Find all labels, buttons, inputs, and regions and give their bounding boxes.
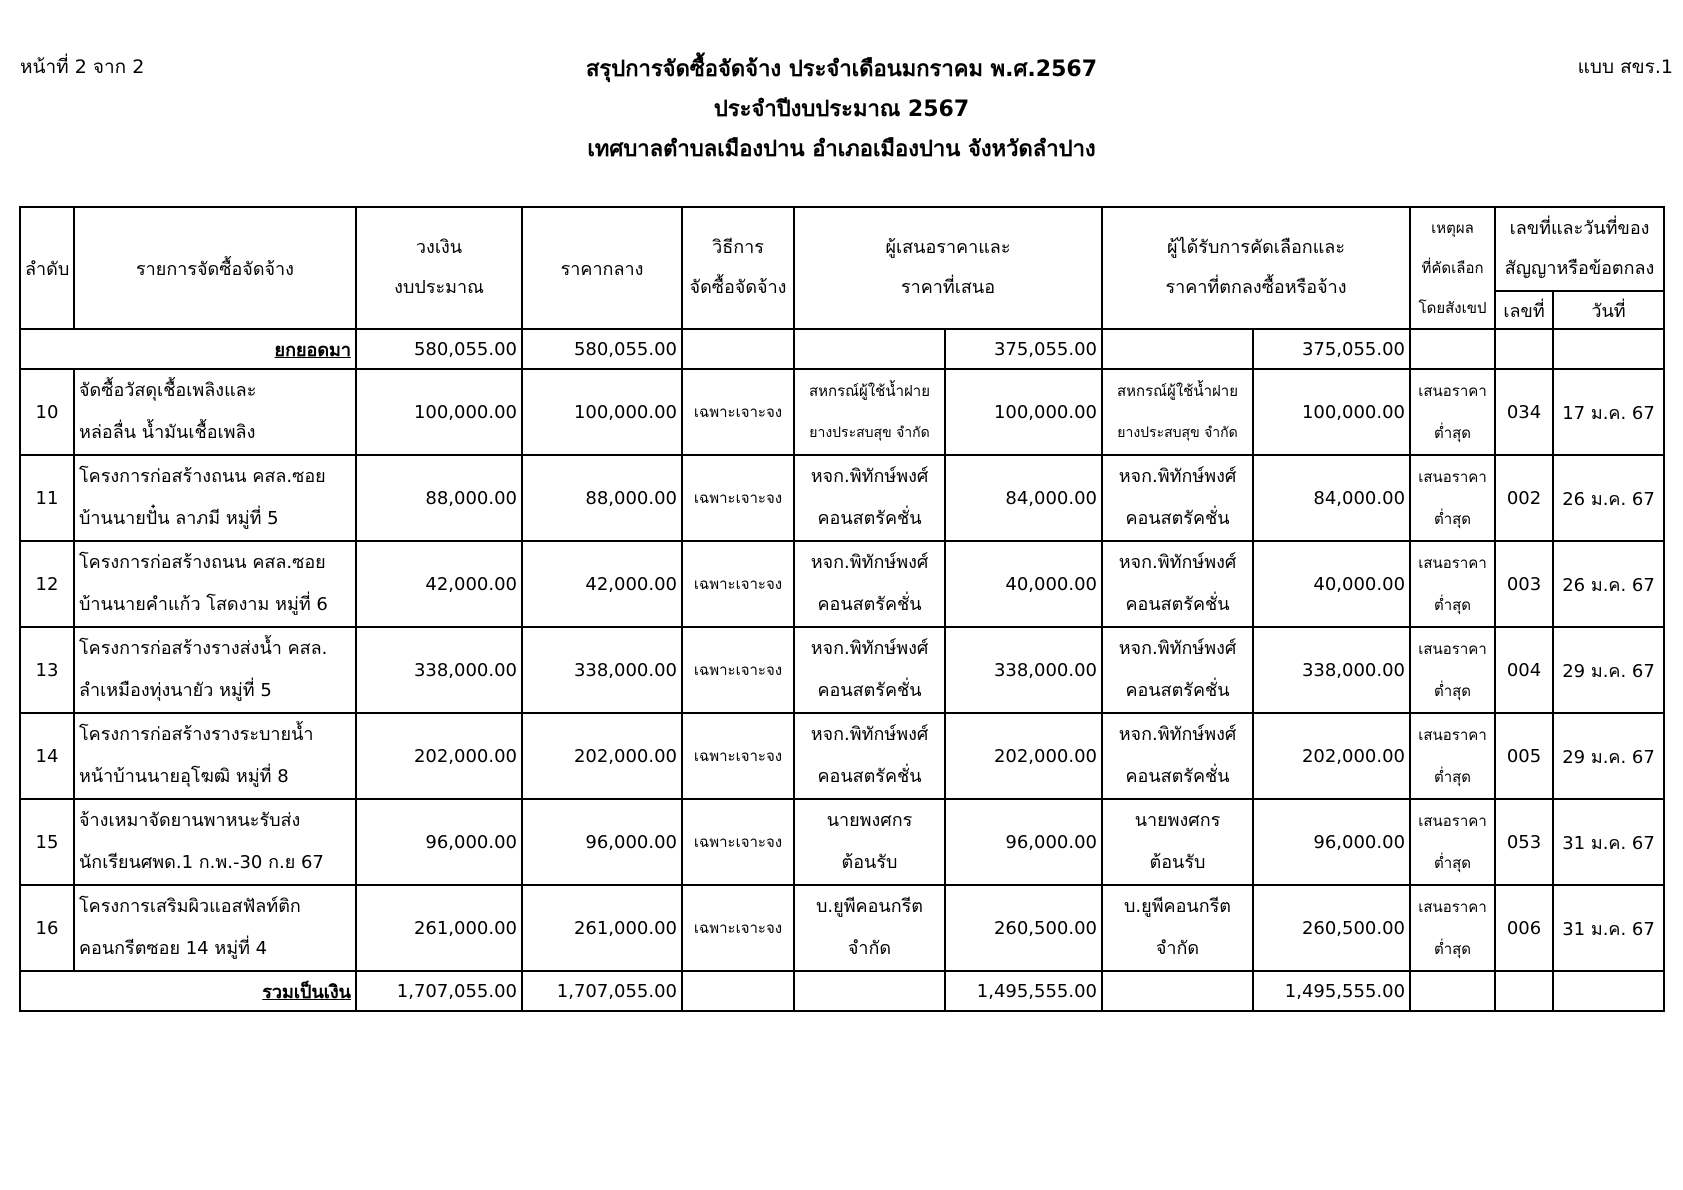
header-budget: [356, 207, 522, 329]
row-item: [74, 713, 356, 799]
header-reason-line2: ที่คัดเลือก: [1421, 259, 1484, 277]
table-row: [20, 713, 1664, 799]
row-reason: [1410, 885, 1495, 971]
total-label: รวมเป็นเงิน: [262, 981, 351, 1003]
row-winner-line1: หจก.พิทักษ์พงศ์: [1118, 724, 1237, 745]
carried-forward-reason: [1410, 329, 1495, 369]
row-method: เฉพาะเจาะจง: [682, 713, 794, 799]
row-median: 96,000.00: [522, 799, 682, 885]
row-winner-line2: ยางประสบสุข จำกัด: [1117, 425, 1238, 441]
row-no: 16: [20, 885, 74, 971]
row-bidder-line1: หจก.พิทักษ์พงศ์: [810, 638, 929, 659]
header-method-line2: จัดซื้อจัดจ้าง: [689, 277, 787, 298]
row-contract-no: 053: [1495, 799, 1553, 885]
row-winner: [1102, 885, 1253, 971]
row-budget: 96,000.00: [356, 799, 522, 885]
row-contract-date: 29 ม.ค. 67: [1553, 713, 1664, 799]
row-item: [74, 799, 356, 885]
row-no: 11: [20, 455, 74, 541]
row-bidder: [794, 627, 945, 713]
row-bidder: [794, 885, 945, 971]
table-row: [20, 369, 1664, 455]
row-winner-line1: หจก.พิทักษ์พงศ์: [1118, 552, 1237, 573]
row-median: 88,000.00: [522, 455, 682, 541]
row-budget: 88,000.00: [356, 455, 522, 541]
header-contract: [1495, 207, 1664, 291]
header-median: ราคากลาง: [522, 207, 682, 329]
total-method: [682, 971, 794, 1011]
row-no: 10: [20, 369, 74, 455]
header-winner: [1102, 207, 1410, 329]
row-budget: 100,000.00: [356, 369, 522, 455]
row-reason-line2: ต่ำสุด: [1433, 424, 1472, 442]
header-reason: [1410, 207, 1495, 329]
row-bidder-line1: หจก.พิทักษ์พงศ์: [810, 724, 929, 745]
row-contract-date: 26 ม.ค. 67: [1553, 455, 1664, 541]
row-winner-line1: สหกรณ์ผู้ใช้น้ำฝาย: [1116, 382, 1239, 400]
row-contract-date: 31 ม.ค. 67: [1553, 799, 1664, 885]
header-row: [20, 207, 1664, 291]
page-number: หน้าที่ 2 จาก 2: [20, 56, 145, 78]
total-winner: [1102, 971, 1253, 1011]
total-bidder: [794, 971, 945, 1011]
row-winner-line1: บ.ยูพีคอนกรีต: [1124, 896, 1231, 917]
row-win-price: 100,000.00: [1253, 369, 1410, 455]
row-contract-date: 31 ม.ค. 67: [1553, 885, 1664, 971]
row-method: เฉพาะเจาะจง: [682, 885, 794, 971]
row-item: [74, 455, 356, 541]
row-reason: [1410, 541, 1495, 627]
row-item: [74, 369, 356, 455]
row-bidder-line2: จำกัด: [847, 938, 892, 959]
row-bid-price: 202,000.00: [945, 713, 1102, 799]
row-reason-line2: ต่ำสุด: [1433, 596, 1472, 614]
row-item-line1: โครงการก่อสร้างถนน คสล.ซอย: [79, 466, 326, 487]
row-method: เฉพาะเจาะจง: [682, 455, 794, 541]
row-win-price: 96,000.00: [1253, 799, 1410, 885]
header-no: ลำดับ: [20, 207, 74, 329]
row-bid-price: 260,500.00: [945, 885, 1102, 971]
row-winner: [1102, 799, 1253, 885]
row-bidder: [794, 369, 945, 455]
row-bid-price: 338,000.00: [945, 627, 1102, 713]
carried-forward-budget: 580,055.00: [356, 329, 522, 369]
row-item-line1: จัดซื้อวัสดุเชื้อเพลิงและ: [79, 380, 257, 401]
row-no: 14: [20, 713, 74, 799]
row-median: 100,000.00: [522, 369, 682, 455]
row-reason: [1410, 369, 1495, 455]
row-reason-line1: เสนอราคา: [1418, 554, 1487, 572]
row-item-line1: โครงการก่อสร้างรางส่งน้ำ คสล.: [79, 638, 328, 659]
row-bid-price: 96,000.00: [945, 799, 1102, 885]
row-bidder-line2: คอนสตรัคชั่น: [817, 766, 922, 787]
row-winner-line2: ต้อนรับ: [1149, 852, 1206, 873]
row-bidder-line2: คอนสตรัคชั่น: [817, 680, 922, 701]
row-bidder-line1: หจก.พิทักษ์พงศ์: [810, 466, 929, 487]
row-no: 13: [20, 627, 74, 713]
row-winner-line1: หจก.พิทักษ์พงศ์: [1118, 638, 1237, 659]
header-bidder-line2: ราคาที่เสนอ: [900, 277, 996, 298]
row-reason: [1410, 455, 1495, 541]
carried-forward-contract-no: [1495, 329, 1553, 369]
row-contract-no: 003: [1495, 541, 1553, 627]
total-median: 1,707,055.00: [522, 971, 682, 1011]
row-win-price: 260,500.00: [1253, 885, 1410, 971]
row-winner: [1102, 713, 1253, 799]
row-median: 202,000.00: [522, 713, 682, 799]
row-bid-price: 40,000.00: [945, 541, 1102, 627]
row-item-line2: บ้านนายปั๋น ลาภมี หมู่ที่ 5: [79, 508, 279, 529]
row-contract-date: 26 ม.ค. 67: [1553, 541, 1664, 627]
procurement-table: [19, 206, 1665, 1012]
row-reason-line2: ต่ำสุด: [1433, 940, 1472, 958]
carried-forward-bidder: [794, 329, 945, 369]
carried-forward-median: 580,055.00: [522, 329, 682, 369]
row-reason: [1410, 627, 1495, 713]
row-no: 15: [20, 799, 74, 885]
row-winner-line2: คอนสตรัคชั่น: [1125, 594, 1230, 615]
row-bidder: [794, 799, 945, 885]
table-row: [20, 627, 1664, 713]
row-bidder: [794, 713, 945, 799]
carried-forward-contract-date: [1553, 329, 1664, 369]
row-reason-line2: ต่ำสุด: [1433, 510, 1472, 528]
row-win-price: 40,000.00: [1253, 541, 1410, 627]
row-median: 261,000.00: [522, 885, 682, 971]
header-budget-line1: วงเงิน: [415, 237, 463, 258]
header-method: [682, 207, 794, 329]
row-item-line2: คอนกรีตซอย 14 หมู่ที่ 4: [79, 938, 268, 959]
row-method: เฉพาะเจาะจง: [682, 541, 794, 627]
carried-forward-label: ยกยอดมา: [274, 339, 351, 361]
row-win-price: 338,000.00: [1253, 627, 1410, 713]
header-budget-line2: งบประมาณ: [394, 277, 484, 298]
row-winner-line2: คอนสตรัคชั่น: [1125, 766, 1230, 787]
row-bidder: [794, 541, 945, 627]
row-bidder-line2: ยางประสบสุข จำกัด: [809, 425, 930, 441]
row-item-line2: ลำเหมืองทุ่งนายัว หมู่ที่ 5: [79, 680, 272, 701]
document-title: [0, 50, 1683, 170]
row-bidder-line1: นายพงศกร: [826, 810, 913, 831]
row-budget: 261,000.00: [356, 885, 522, 971]
row-reason-line1: เสนอราคา: [1418, 726, 1487, 744]
row-item: [74, 627, 356, 713]
row-reason-line2: ต่ำสุด: [1433, 682, 1472, 700]
row-budget: 42,000.00: [356, 541, 522, 627]
carried-forward-bid-price: 375,055.00: [945, 329, 1102, 369]
row-winner: [1102, 541, 1253, 627]
row-bid-price: 100,000.00: [945, 369, 1102, 455]
title-line-2: ประจำปีงบประมาณ 2567: [713, 97, 970, 122]
header-contract-date: วันที่: [1553, 291, 1664, 329]
row-method: เฉพาะเจาะจง: [682, 369, 794, 455]
row-reason-line2: ต่ำสุด: [1433, 768, 1472, 786]
header-item: รายการจัดซื้อจัดจ้าง: [74, 207, 356, 329]
header-reason-line3: โดยสังเขป: [1418, 299, 1487, 317]
row-budget: 202,000.00: [356, 713, 522, 799]
row-bidder-line1: บ.ยูพีคอนกรีต: [816, 896, 923, 917]
row-winner-line2: คอนสตรัคชั่น: [1125, 508, 1230, 529]
header-contract-line1: เลขที่และวันที่ของ: [1509, 218, 1650, 239]
table-row: [20, 455, 1664, 541]
row-contract-no: 005: [1495, 713, 1553, 799]
form-code: แบบ สขร.1: [1577, 56, 1673, 78]
row-bidder-line2: คอนสตรัคชั่น: [817, 594, 922, 615]
row-contract-no: 006: [1495, 885, 1553, 971]
row-winner-line1: นายพงศกร: [1134, 810, 1221, 831]
row-item-line1: โครงการก่อสร้างถนน คสล.ซอย: [79, 552, 326, 573]
title-line-1: สรุปการจัดซื้อจัดจ้าง ประจำเดือนมกราคม พ.ศ.2567: [585, 57, 1098, 82]
row-win-price: 84,000.00: [1253, 455, 1410, 541]
row-bidder-line1: หจก.พิทักษ์พงศ์: [810, 552, 929, 573]
row-contract-date: 29 ม.ค. 67: [1553, 627, 1664, 713]
header-winner-line2: ราคาที่ตกลงซื้อหรือจ้าง: [1165, 277, 1347, 298]
total-row: [20, 971, 1664, 1011]
row-reason-line1: เสนอราคา: [1418, 468, 1487, 486]
row-item-line1: โครงการเสริมผิวแอสฟัลท์ติก: [79, 896, 301, 917]
row-winner: [1102, 455, 1253, 541]
row-contract-no: 002: [1495, 455, 1553, 541]
row-item-line2: นักเรียนศพด.1 ก.พ.-30 ก.ย 67: [79, 852, 324, 873]
row-winner-line2: จำกัด: [1155, 938, 1200, 959]
header-contract-line2: สัญญาหรือข้อตกลง: [1504, 258, 1655, 279]
row-bidder-line1: สหกรณ์ผู้ใช้น้ำฝาย: [808, 382, 931, 400]
row-contract-date: 17 ม.ค. 67: [1553, 369, 1664, 455]
row-winner: [1102, 627, 1253, 713]
row-reason-line1: เสนอราคา: [1418, 812, 1487, 830]
row-item-line2: หล่อลื่น น้ำมันเชื้อเพลิง: [79, 422, 256, 443]
header-bidder-line1: ผู้เสนอราคาและ: [885, 237, 1011, 258]
carried-forward-method: [682, 329, 794, 369]
row-contract-no: 034: [1495, 369, 1553, 455]
header-method-line1: วิธีการ: [712, 237, 764, 258]
row-item-line2: หน้าบ้านนายอุโฆฒิ หมู่ที่ 8: [79, 766, 289, 787]
total-contract-date: [1553, 971, 1664, 1011]
total-budget: 1,707,055.00: [356, 971, 522, 1011]
row-bidder-line2: คอนสตรัคชั่น: [817, 508, 922, 529]
header-bidder: [794, 207, 1102, 329]
row-reason: [1410, 713, 1495, 799]
table-row: [20, 799, 1664, 885]
title-line-3: เทศบาลตำบลเมืองปาน อำเภอเมืองปาน จังหวัดลำปาง: [587, 137, 1096, 162]
row-bidder-line2: ต้อนรับ: [841, 852, 898, 873]
row-item: [74, 885, 356, 971]
row-item-line1: โครงการก่อสร้างรางระบายน้ำ: [79, 724, 314, 745]
carried-forward-win-price: 375,055.00: [1253, 329, 1410, 369]
row-contract-no: 004: [1495, 627, 1553, 713]
row-item: [74, 541, 356, 627]
row-winner-line2: คอนสตรัคชั่น: [1125, 680, 1230, 701]
row-winner: [1102, 369, 1253, 455]
carried-forward-row: [20, 329, 1664, 369]
row-win-price: 202,000.00: [1253, 713, 1410, 799]
row-reason-line1: เสนอราคา: [1418, 640, 1487, 658]
row-item-line2: บ้านนายคำแก้ว โสดงาม หมู่ที่ 6: [79, 594, 328, 615]
total-contract-no: [1495, 971, 1553, 1011]
row-method: เฉพาะเจาะจง: [682, 799, 794, 885]
row-winner-line1: หจก.พิทักษ์พงศ์: [1118, 466, 1237, 487]
row-median: 338,000.00: [522, 627, 682, 713]
total-bid-price: 1,495,555.00: [945, 971, 1102, 1011]
row-budget: 338,000.00: [356, 627, 522, 713]
total-win-price: 1,495,555.00: [1253, 971, 1410, 1011]
header-contract-no: เลขที่: [1495, 291, 1553, 329]
row-item-line1: จ้างเหมาจัดยานพาหนะรับส่ง: [79, 810, 301, 831]
table-row: [20, 885, 1664, 971]
row-bid-price: 84,000.00: [945, 455, 1102, 541]
row-reason-line1: เสนอราคา: [1418, 898, 1487, 916]
row-reason-line1: เสนอราคา: [1418, 382, 1487, 400]
total-reason: [1410, 971, 1495, 1011]
header-reason-line1: เหตุผล: [1431, 219, 1474, 237]
row-bidder: [794, 455, 945, 541]
row-reason: [1410, 799, 1495, 885]
carried-forward-winner: [1102, 329, 1253, 369]
row-no: 12: [20, 541, 74, 627]
row-reason-line2: ต่ำสุด: [1433, 854, 1472, 872]
row-median: 42,000.00: [522, 541, 682, 627]
row-method: เฉพาะเจาะจง: [682, 627, 794, 713]
header-winner-line1: ผู้ได้รับการคัดเลือกและ: [1167, 237, 1345, 258]
table-row: [20, 541, 1664, 627]
